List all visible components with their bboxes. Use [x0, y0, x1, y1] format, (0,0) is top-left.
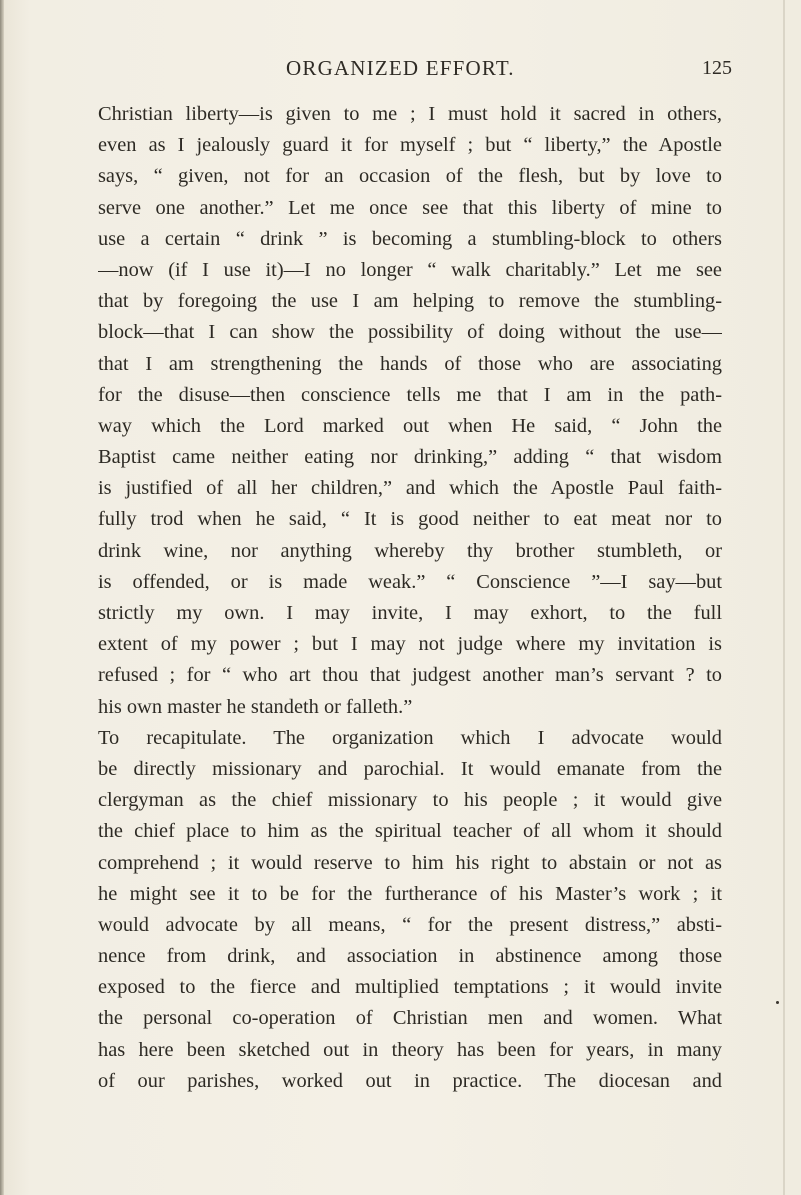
text-line: drink wine, nor anything whereby thy brother stumbleth, or — [98, 539, 722, 562]
page-number: 125 — [702, 57, 732, 79]
text-line: the chief place to him as the spiritual teacher of all whom it should — [98, 820, 722, 843]
text-line: use a certain “ drink ” is becoming a stumbling-block to others — [98, 227, 722, 250]
text-line: is offended, or is made weak.” “ Conscience ”—I say—but — [98, 570, 722, 593]
body-text — [98, 99, 722, 1097]
text-line: serve one another.” Let me once see that this liberty of mine to — [98, 196, 722, 219]
text-line: has here been sketched out in theory has been for years, in many — [98, 1038, 722, 1061]
paragraph-end-line: his own master he standeth or falleth.” — [98, 695, 413, 718]
text-line: is justified of all her children,” and which the Apostle Paul faith- — [98, 477, 722, 500]
text-line: extent of my power ; but I may not judge where my invitation is — [98, 633, 722, 656]
text-line: would advocate by all means, “ for the present distress,” absti- — [98, 913, 722, 936]
text-line: block—that I can show the possibility of doing without the use— — [98, 321, 722, 344]
text-line: Baptist came neither eating nor drinking,” adding “ that wisdom — [98, 446, 722, 469]
text-line: Christian liberty—is given to me ; I must hold it sacred in others, — [98, 103, 722, 125]
page-fold-shadow — [783, 0, 785, 1195]
page-spine-edge — [0, 0, 4, 1195]
text-line: way which the Lord marked out when He said, “ John the — [98, 414, 722, 437]
ink-speck — [776, 1001, 779, 1004]
text-line: be directly missionary and parochial. It would emanate from the — [98, 757, 722, 780]
text-line: of our parishes, worked out in practice. The diocesan and — [98, 1069, 722, 1092]
text-line: exposed to the fierce and multiplied temptations ; it would invite — [98, 976, 722, 999]
text-line: the personal co-operation of Christian men and women. What — [98, 1007, 722, 1030]
text-line: even as I jealously guard it for myself ; but “ liberty,” the Apostle — [98, 134, 722, 157]
text-line: comprehend ; it would reserve to him his right to abstain or not as — [98, 851, 722, 874]
text-line: that by foregoing the use I am helping to remove the stumbling- — [98, 290, 722, 313]
text-line: for the disuse—then conscience tells me that I am in the path- — [98, 383, 722, 406]
text-line: nence from drink, and association in abstinence among those — [98, 945, 722, 968]
text-line: refused ; for “ who art thou that judgest another man’s servant ? to — [98, 664, 722, 687]
running-title: ORGANIZED EFFORT. — [286, 56, 515, 80]
text-line: that I am strengthening the hands of those who are associating — [98, 352, 722, 375]
text-line: says, “ given, not for an occasion of the flesh, but by love to — [98, 165, 722, 188]
text-line: —now (if I use it)—I no longer “ walk charitably.” Let me see — [98, 258, 722, 281]
text-line: strictly my own. I may invite, I may exhort, to the full — [98, 602, 722, 624]
text-line: fully trod when he said, “ It is good neither to eat meat nor to — [98, 508, 722, 531]
running-head — [0, 56, 801, 86]
text-line: he might see it to be for the furtherance of his Master’s work ; it — [98, 882, 722, 905]
text-line: clergyman as the chief missionary to his people ; it would give — [98, 789, 722, 812]
paragraph-start-line: To recapitulate. The organization which I advocate would — [98, 726, 722, 749]
